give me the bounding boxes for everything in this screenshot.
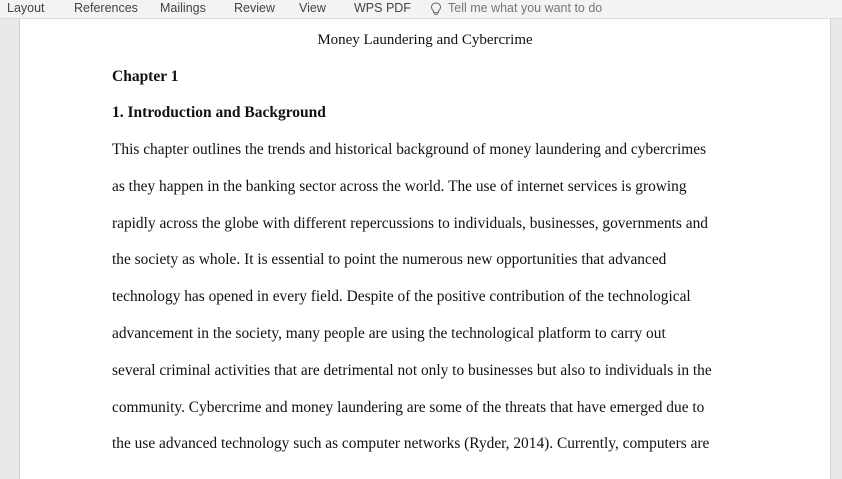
body-line: advancement in the society, many people are using the technological platform to carry out <box>112 325 666 342</box>
tab-view[interactable]: View <box>299 1 326 15</box>
lightbulb-icon <box>430 2 442 16</box>
body-line: as they happen in the banking sector across the world. The use of internet services is growing <box>112 178 687 195</box>
ribbon-tab-bar <box>0 0 842 19</box>
body-line: the society as whole. It is essential to point the numerous new opportunities that advanced <box>112 251 667 268</box>
body-line: This chapter outlines the trends and historical background of money laundering and cybercrimes <box>112 141 707 158</box>
tab-mailings[interactable]: Mailings <box>160 1 206 15</box>
tab-review[interactable]: Review <box>234 1 275 15</box>
tab-wps-pdf[interactable]: WPS PDF <box>354 1 411 15</box>
body-line: technology has opened in every field. Despite of the positive contribution of the technological <box>112 288 691 305</box>
tell-me-placeholder: Tell me what you want to do <box>448 1 603 15</box>
body-line: several criminal activities that are detrimental not only to businesses but also to individuals in the <box>112 362 712 379</box>
chapter-heading: Chapter 1 <box>112 68 179 85</box>
tab-layout[interactable]: Layout <box>7 1 45 15</box>
document-page[interactable] <box>19 19 831 479</box>
body-line: community. Cybercrime and money laundering are some of the threats that have emerged due to <box>112 399 705 416</box>
tab-references[interactable]: References <box>74 1 138 15</box>
body-line: rapidly across the globe with different repercussions to individuals, businesses, governments and <box>112 215 708 232</box>
section-heading: 1. Introduction and Background <box>112 104 326 121</box>
document-header-title: Money Laundering and Cybercrime <box>317 32 533 48</box>
body-line: the use advanced technology such as computer networks (Ryder, 2014). Currently, computers are <box>112 435 710 452</box>
